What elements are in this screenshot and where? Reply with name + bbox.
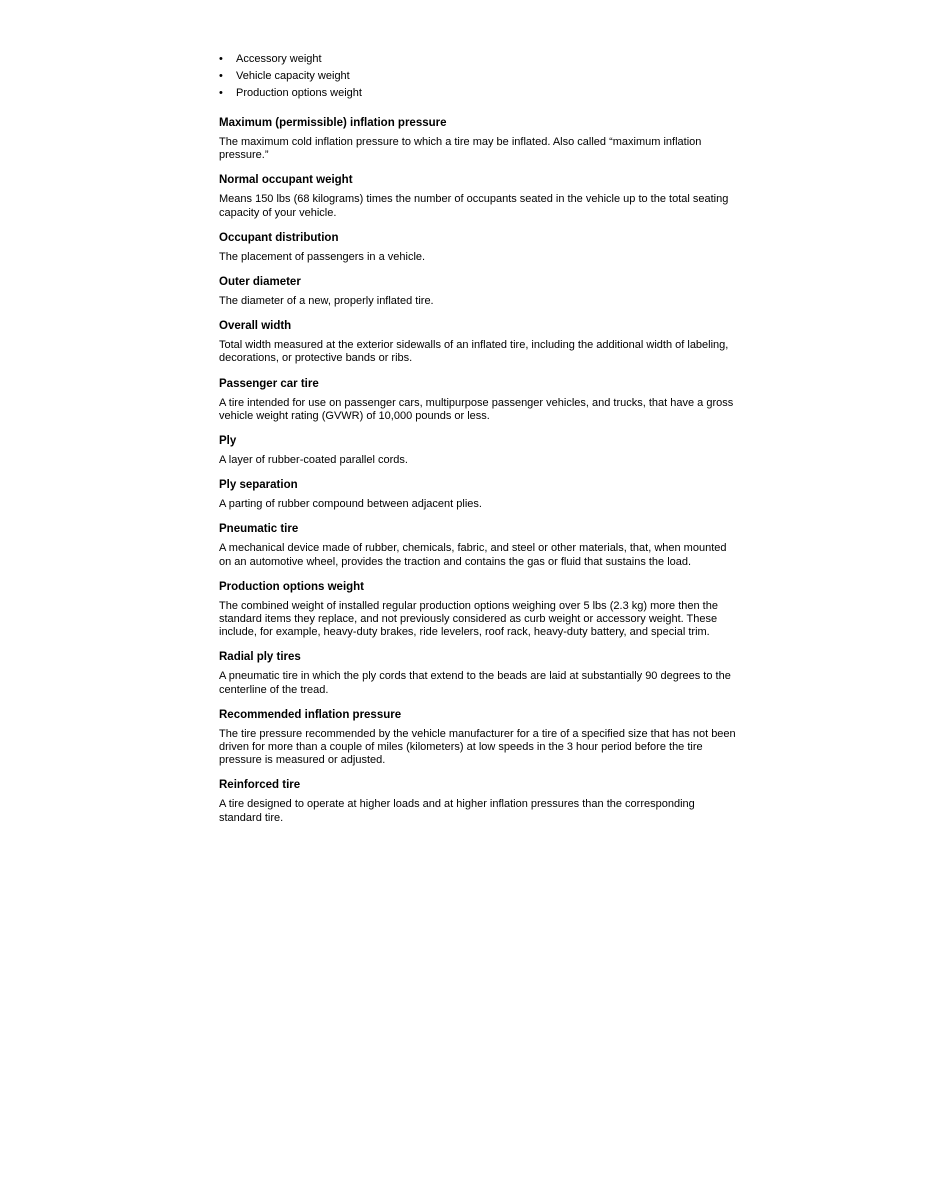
bullet-icon: •: [219, 53, 223, 65]
term-heading: Recommended inflation pressure: [219, 708, 402, 721]
bullet-list: [219, 51, 739, 102]
term-definition: A layer of rubber-coated parallel cords.: [219, 454, 408, 467]
glossary-entry: [219, 269, 739, 308]
glossary-entry: [219, 574, 739, 640]
term-definition: A parting of rubber compound between adjacent plies.: [219, 498, 482, 511]
bullet-text: Vehicle capacity weight: [236, 70, 350, 82]
glossary-entry: [219, 702, 739, 768]
term-heading: Radial ply tires: [219, 651, 301, 664]
list-item: [219, 68, 739, 85]
glossary-entry: [219, 772, 739, 824]
term-heading: Outer diameter: [219, 276, 301, 289]
term-definition: The combined weight of installed regular production options weighing over 5 lbs (2.3 kg) more then the standard items they replace, and not previously considered as curb weight or accessory weight. These include, for example, heavy-duty brakes, ride levelers, roof rack, heavy-duty battery, and special trim.: [219, 599, 718, 639]
term-heading: Maximum (permissible) inflation pressure: [219, 117, 447, 129]
term-heading: Occupant distribution: [219, 231, 339, 244]
term-heading: Overall width: [219, 320, 292, 333]
term-definition: A tire designed to operate at higher loads and at higher inflation pressures than the corresponding standard tire.: [219, 798, 695, 824]
glossary-entry: [219, 644, 739, 696]
term-definition: Means 150 lbs (68 kilograms) times the number of occupants seated in the vehicle up to the total seating capacity of your vehicle.: [219, 193, 729, 219]
bullet-text: Production options weight: [236, 87, 362, 99]
term-definition: The maximum cold inflation pressure to which a tire may be inflated. Also called “maximum inflation pressure.”: [219, 136, 702, 162]
glossary-entry: [219, 313, 739, 365]
term-heading: Ply: [219, 435, 237, 448]
glossary-entry: [219, 371, 739, 423]
glossary-entry: [219, 110, 739, 162]
term-definition: A tire intended for use on passenger cars, multipurpose passenger vehicles, and trucks, that have a gross vehicle weight rating (GVWR) of 10,000 pounds or less.: [219, 396, 734, 422]
term-definition: A pneumatic tire in which the ply cords that extend to the beads are laid at substantially 90 degrees to the centerline of the tread.: [219, 670, 731, 696]
document-page: [219, 51, 739, 830]
term-heading: Ply separation: [219, 479, 298, 492]
glossary-entry: [219, 428, 739, 467]
term-definition: A mechanical device made of rubber, chemicals, fabric, and steel or other materials, that, when mounted on an automotive wheel, provides the traction and contains the gas or fluid that sustains the load.: [219, 542, 727, 568]
term-heading: Normal occupant weight: [219, 174, 353, 187]
glossary-entry: [219, 516, 739, 568]
glossary-entry: [219, 225, 739, 264]
list-item: [219, 51, 739, 68]
term-definition: The tire pressure recommended by the vehicle manufacturer for a tire of a specified size that has not been driven for more than a couple of miles (kilometers) at low speeds in the 3 hour period before the tire pressure is measured or adjusted.: [219, 727, 736, 767]
glossary-entry: [219, 167, 739, 219]
bullet-icon: •: [219, 70, 223, 82]
term-definition: The placement of passengers in a vehicle.: [219, 250, 426, 263]
list-item: [219, 85, 739, 102]
term-heading: Production options weight: [219, 580, 365, 593]
bullet-text: Accessory weight: [236, 53, 322, 65]
term-definition: The diameter of a new, properly inflated tire.: [219, 295, 434, 308]
term-heading: Pneumatic tire: [219, 523, 299, 536]
term-heading: Passenger car tire: [219, 377, 319, 390]
term-definition: Total width measured at the exterior sidewalls of an inflated tire, including the additional width of labeling, decorations, or protective bands or ribs.: [219, 339, 729, 365]
term-heading: Reinforced tire: [219, 779, 301, 792]
glossary-entry: [219, 472, 739, 511]
bullet-icon: •: [219, 87, 223, 99]
